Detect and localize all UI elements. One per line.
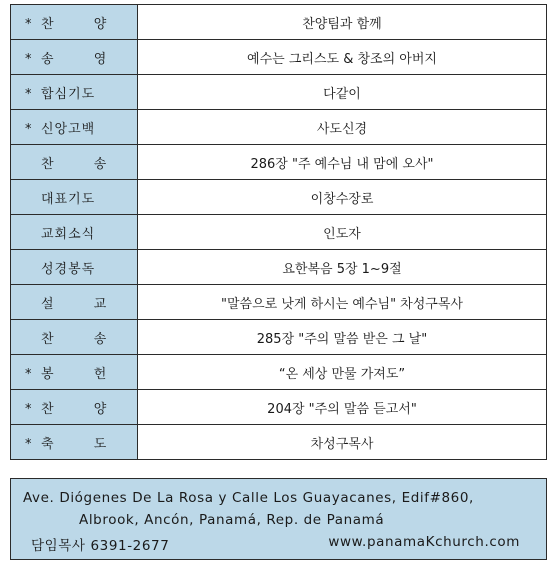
order-detail: 요한복음 5장 1~9절 [138, 250, 547, 285]
order-detail: 이창수장로 [138, 180, 547, 215]
item-label: 성경봉독 [41, 261, 96, 277]
order-item [11, 355, 138, 390]
item-label: 찬 송 [41, 156, 125, 172]
order-row [11, 355, 547, 390]
order-row [11, 390, 547, 425]
order-detail: 285장 "주의 말씀 받은 그 날" [138, 320, 547, 355]
order-row [11, 110, 547, 145]
order-item [11, 390, 138, 425]
order-row [11, 145, 547, 180]
order-row [11, 215, 547, 250]
order-item [11, 250, 138, 285]
order-item [11, 425, 138, 460]
order-detail: 사도신경 [138, 110, 547, 145]
order-detail: 204장 "주의 말씀 듣고서" [138, 390, 547, 425]
order-item [11, 320, 138, 355]
order-detail: 286장 "주 예수님 내 맘에 오사" [138, 145, 547, 180]
item-label: 송 영 [41, 51, 125, 67]
standing-star: * [25, 121, 33, 137]
order-row [11, 320, 547, 355]
item-label: 신앙고백 [41, 121, 96, 137]
standing-star: * [25, 51, 33, 67]
item-label: 교회소식 [41, 226, 96, 242]
order-item [11, 145, 138, 180]
order-row [11, 5, 547, 40]
worship-order-table [10, 4, 547, 460]
item-label: 찬 송 [41, 331, 125, 347]
order-item [11, 180, 138, 215]
standing-star: * [25, 366, 33, 382]
item-label: 축 도 [41, 436, 125, 452]
order-item [11, 5, 138, 40]
standing-star: * [25, 86, 33, 102]
standing-star: * [25, 16, 33, 32]
item-label: 대표기도 [41, 191, 96, 207]
address-line-2: Albrook, Ancón, Panamá, Rep. de Panamá [79, 512, 385, 528]
order-item [11, 285, 138, 320]
order-item [11, 215, 138, 250]
item-label: 봉 헌 [41, 366, 125, 382]
order-item [11, 40, 138, 75]
order-item [11, 75, 138, 110]
order-detail: 다같이 [138, 75, 547, 110]
order-row [11, 40, 547, 75]
order-detail: “온 세상 만물 가져도” [138, 355, 547, 390]
standing-star: * [25, 401, 33, 417]
order-detail: "말씀으로 낫게 하시는 예수님" 차성구목사 [138, 285, 547, 320]
church-info-box [10, 478, 547, 560]
order-row [11, 75, 547, 110]
item-label: 찬 양 [41, 16, 125, 32]
item-label: 찬 양 [41, 401, 125, 417]
order-row [11, 425, 547, 460]
order-row [11, 180, 547, 215]
order-item [11, 110, 138, 145]
order-detail: 차성구목사 [138, 425, 547, 460]
standing-star: * [25, 436, 33, 452]
website-link[interactable]: www.panamaKchurch.com [328, 534, 520, 550]
order-row [11, 285, 547, 320]
order-detail: 찬양팀과 함께 [138, 5, 547, 40]
pastor-phone: 담임목사 6391-2677 [31, 538, 170, 554]
order-detail: 인도자 [138, 215, 547, 250]
address-line-1: Ave. Diógenes De La Rosa y Calle Los Guayacanes, Edif#860, [23, 490, 474, 506]
item-label: 합심기도 [41, 86, 96, 102]
item-label: 설 교 [41, 296, 125, 312]
order-row [11, 250, 547, 285]
order-detail: 예수는 그리스도 & 창조의 아버지 [138, 40, 547, 75]
